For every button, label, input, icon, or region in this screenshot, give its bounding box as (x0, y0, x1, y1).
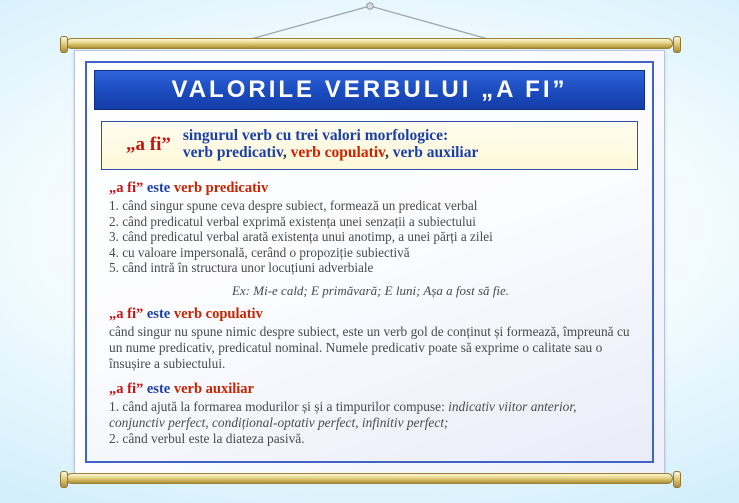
section-1-line-3: 3. când predicatul verbal arată existența unui anotimp, a unei părți a zilei (109, 229, 493, 245)
section-1-mid: este (143, 180, 174, 197)
poster-title-bar (94, 70, 645, 110)
roller-cap-top-right (673, 36, 681, 53)
definition-term: „a fi” (126, 133, 171, 155)
roller-top (66, 38, 673, 49)
roller-bottom (66, 473, 673, 484)
poster-sheet (74, 50, 665, 474)
section-1-line-2: 2. când predicatul verbal exprimă existența unei senzații a subiectului (109, 213, 476, 229)
definition-value-3: verb auxiliar (392, 144, 479, 162)
poster-frame (85, 61, 654, 463)
section-1-example (109, 283, 632, 299)
roller-cap-top-left (60, 36, 68, 53)
definition-line1: singurul verb cu trei valori morfologice: (182, 127, 449, 144)
poster-body (87, 170, 652, 447)
definition-separator-1: , (282, 144, 291, 162)
section-3-term: „a fi” (109, 381, 144, 398)
section-3-value: verb auxiliar (173, 381, 254, 398)
definition-separator-2: , (384, 144, 393, 162)
section-2-mid: este (143, 306, 174, 323)
section-3-mid: este (143, 381, 174, 398)
definition-box (101, 121, 638, 170)
section-1-heading (109, 180, 632, 197)
roller-cap-bottom-left (60, 471, 68, 488)
definition-text (183, 127, 629, 162)
definition-value-1: verb predicativ (182, 144, 283, 162)
section-2-heading (109, 306, 632, 323)
section-1-value: verb predicativ (173, 180, 269, 197)
section-1-line-5: 5. când intră în structura unor locuțiuni adverbiale (109, 260, 374, 276)
page-title: VALORILE VERBULUI „A FI” (171, 76, 568, 103)
definition-value-2: verb copulativ (290, 144, 385, 162)
section-3-line-1: 1. când ajută la formarea modurilor și și a timpurilor compuse: indicativ viitor anterior, conjunctiv perfect, condițional-optativ perfect, infinitiv perfect; (109, 399, 577, 431)
section-1-line-1: 1. când singur spune ceva despre subiect, formează un predicat verbal (109, 198, 478, 214)
section-2-term: „a fi” (109, 306, 144, 323)
section-verb-predicativ (109, 180, 632, 299)
section-3-heading (109, 381, 632, 398)
wall-chart (66, 38, 673, 484)
section-3-line-2: 2. când verbul este la diateza pasivă. (109, 431, 305, 447)
section-1-term: „a fi” (109, 180, 144, 197)
section-3-italic-list: indicativ viitor anterior, conjunctiv perfect, condițional-optativ perfect, infinitiv perfect; (109, 399, 577, 431)
section-1-line-4: 4. cu valoare impersonală, cerând o propoziție subiectivă (109, 244, 410, 260)
section-1-example-text: Ex: Mi-e cald; E primăvară; E luni; Așa a fost să fie. (231, 283, 510, 299)
section-2-value: verb copulativ (173, 306, 263, 323)
section-verb-copulativ (109, 306, 632, 372)
roller-cap-bottom-right (673, 471, 681, 488)
definition-values (183, 144, 629, 162)
section-2-paragraph: când singur nu spune nimic despre subiect, este un verb gol de conținut și formează, împreună cu un nume predicativ, predicatul nominal. Numele predicativ poate să exprime o calitate sau o însușire a subiectului. (109, 324, 630, 372)
section-verb-auxiliar (109, 381, 632, 447)
